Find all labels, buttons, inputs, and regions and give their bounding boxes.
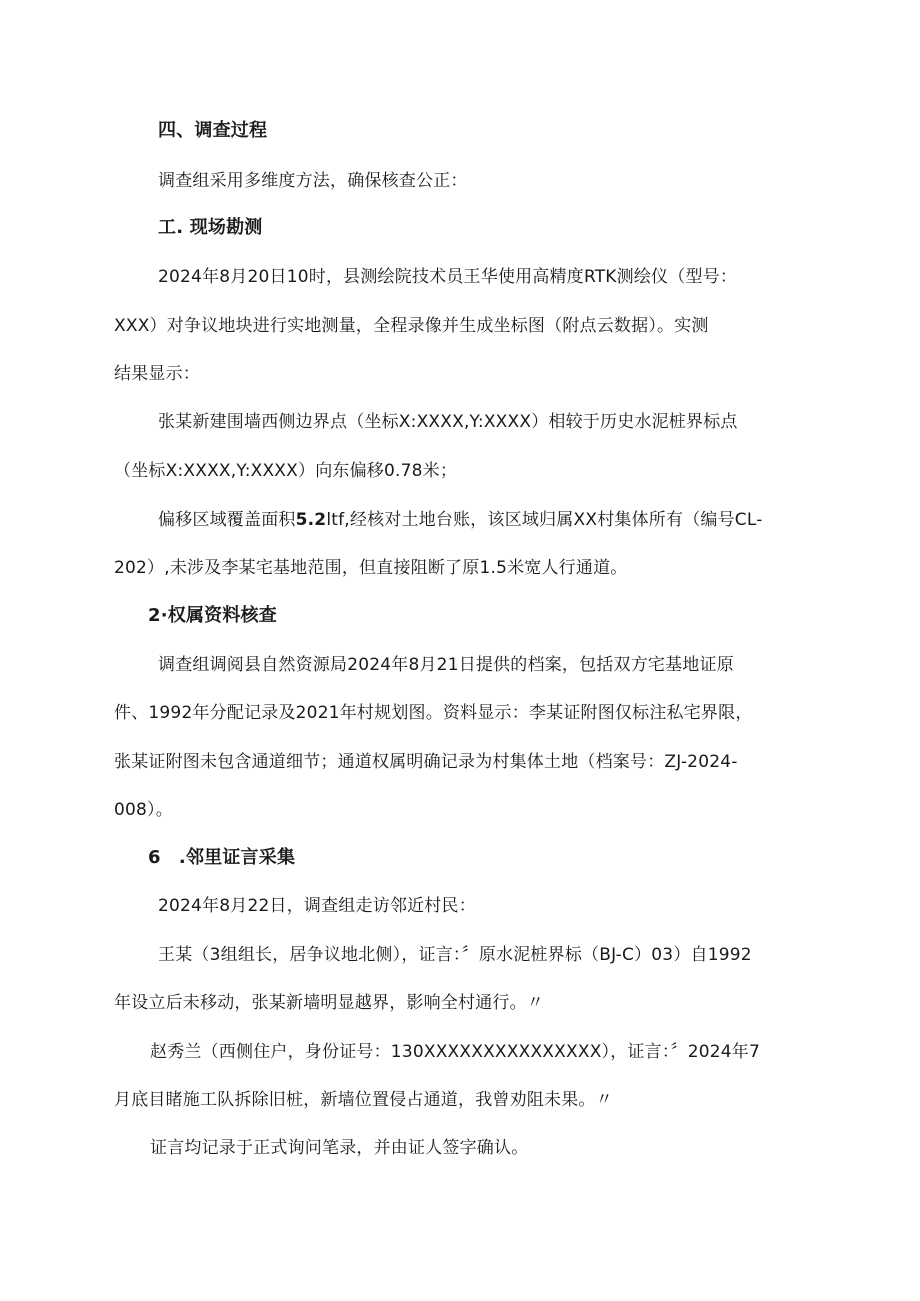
subsection-title-3: 6 .邻里证言采集 (148, 847, 296, 868)
paragraph-line: XXX）对争议地块进行实地测量，全程录像并生成坐标图（附点云数据）。实测 (114, 316, 709, 336)
paragraph-line: 2024年8月20日10时，县测绘院技术员王华使用高精度RTK测绘仪（型号： (158, 267, 738, 287)
bold-value: 5.2 (295, 510, 327, 530)
section-title: 四、调查过程 (158, 120, 268, 141)
paragraph-line: 202）,未涉及李某宅基地范围，但直接阻断了原1.5米宽人行通道。 (114, 558, 628, 578)
text-span: ltf,经核对土地台账，该区域归属XX村集体所有（编号CL- (326, 510, 763, 530)
subsection-title-1: 工. 现场勘测 (158, 217, 263, 238)
paragraph-line: （坐标X:XXXX,Y:XXXX）向东偏移0.78米； (114, 461, 458, 481)
paragraph-line: 王某（3组组长，居争议地北侧），证言：〞原水泥桩界标（BJ-C）03）自1992 (158, 945, 752, 965)
paragraph-line: 月底目睹施工队拆除旧桩，新墙位置侵占通道，我曾劝阻未果。〃 (114, 1090, 613, 1110)
paragraph-line: 赵秀兰（西侧住户，身份证号：130XXXXXXXXXXXXXXX），证言：〞2024年7 (150, 1042, 761, 1062)
paragraph-line: 张某新建围墙西侧边界点（坐标X:XXXX,Y:XXXX）相较于历史水泥桩界标点 (158, 412, 738, 432)
text-span: 偏移区域覆盖面积 (158, 510, 296, 530)
paragraph-line: 年设立后未移动，张某新墙明显越界，影响全村通行。〃 (114, 993, 544, 1013)
paragraph-line (158, 508, 763, 532)
paragraph-line: 张某证附图未包含通道细节；通道权属明确记录为村集体土地（档案号：ZJ-2024- (114, 752, 738, 772)
paragraph-line: 件、1992年分配记录及2021年村规划图。资料显示：李某证附图仅标注私宅界限， (114, 703, 753, 723)
intro-paragraph: 调查组采用多维度方法，确保核查公正： (158, 171, 468, 191)
paragraph-line: 2024年8月22日，调查组走访邻近村民： (158, 896, 476, 916)
paragraph-line: 调查组调阅县自然资源局2024年8月21日提供的档案，包括双方宅基地证原 (158, 655, 734, 675)
paragraph-line: 结果显示： (114, 364, 200, 384)
subsection-title-2: 2·权属资料核查 (148, 605, 277, 626)
paragraph-line: 证言均记录于正式询问笔录，并由证人签字确认。 (150, 1138, 529, 1158)
paragraph-line: 008）。 (114, 800, 173, 820)
